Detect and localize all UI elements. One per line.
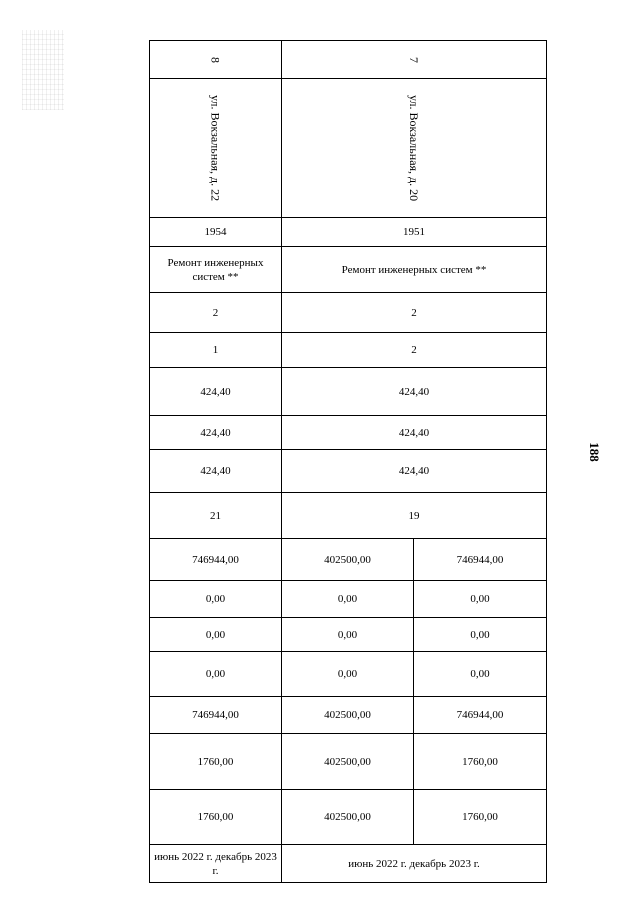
cell-work-type-right: Ремонт инженерных систем ** [282,247,547,293]
cell-cost-owners-left: 746944,00 [150,697,282,734]
cell-cost-region-left: 0,00 [150,618,282,652]
cell-unit-cost-right-b: 1760,00 [414,734,547,790]
vertical-text: ул. Вокзальная, д. 20 [407,94,421,202]
cell-unit-cost-left: 1760,00 [150,734,282,790]
cell-period-right: июнь 2022 г. декабрь 2023 г. [282,845,547,883]
cell-number-right [282,41,547,79]
cell-number-left [150,41,282,79]
housing-table [149,40,547,883]
cell-cost-local-left: 0,00 [150,652,282,697]
row-residents [150,493,547,539]
row-period [150,845,547,883]
cell-cost-fund-left: 0,00 [150,581,282,618]
cell-area-b-right: 424,40 [282,450,547,493]
page-number: 188 [587,442,602,462]
row-address [150,79,547,218]
row-unit-cost-max [150,790,547,845]
cell-cost-local-right-b: 0,00 [414,652,547,697]
vertical-text: 8 [208,56,223,63]
cell-floors-left: 2 [150,293,282,333]
cell-cost-total-right-a: 402500,00 [282,539,414,581]
cell-area-b-left: 424,40 [150,450,282,493]
cell-period-left: июнь 2022 г. декабрь 2023 г. [150,845,282,883]
cell-entrances-right: 2 [282,333,547,368]
scan-artifact [22,30,64,110]
row-number [150,41,547,79]
row-cost-total [150,539,547,581]
cell-area-a-right: 424,40 [282,416,547,450]
cell-cost-total-left: 746944,00 [150,539,282,581]
cell-area-total-right: 424,40 [282,368,547,416]
vertical-text: ул. Вокзальная, д. 22 [208,94,223,202]
cell-cost-total-right-b: 746944,00 [414,539,547,581]
cell-area-total-left: 424,40 [150,368,282,416]
cell-cost-local-right-a: 0,00 [282,652,414,697]
row-cost-owners [150,697,547,734]
cell-cost-owners-right-a: 402500,00 [282,697,414,734]
cell-residents-left: 21 [150,493,282,539]
row-cost-region [150,618,547,652]
cell-year-right: 1951 [282,218,547,247]
cell-unit-cost-max-right-a: 402500,00 [282,790,414,845]
cell-entrances-left: 1 [150,333,282,368]
cell-cost-owners-right-b: 746944,00 [414,697,547,734]
cell-unit-cost-right-a: 402500,00 [282,734,414,790]
cell-year-left: 1954 [150,218,282,247]
cell-cost-fund-right-b: 0,00 [414,581,547,618]
row-area-a [150,416,547,450]
row-year [150,218,547,247]
row-area-b [150,450,547,493]
row-area-total [150,368,547,416]
row-cost-local [150,652,547,697]
cell-unit-cost-max-left: 1760,00 [150,790,282,845]
cell-address-left [150,79,282,218]
row-floors [150,293,547,333]
cell-floors-right: 2 [282,293,547,333]
cell-cost-fund-right-a: 0,00 [282,581,414,618]
vertical-text: 7 [407,56,421,63]
cell-area-a-left: 424,40 [150,416,282,450]
row-entrances [150,333,547,368]
cell-cost-region-right-b: 0,00 [414,618,547,652]
row-work-type [150,247,547,293]
cell-unit-cost-max-right-b: 1760,00 [414,790,547,845]
cell-residents-right: 19 [282,493,547,539]
cell-cost-region-right-a: 0,00 [282,618,414,652]
row-cost-fund [150,581,547,618]
row-unit-cost [150,734,547,790]
cell-address-right [282,79,547,218]
cell-work-type-left: Ремонт инженерных систем ** [150,247,282,293]
